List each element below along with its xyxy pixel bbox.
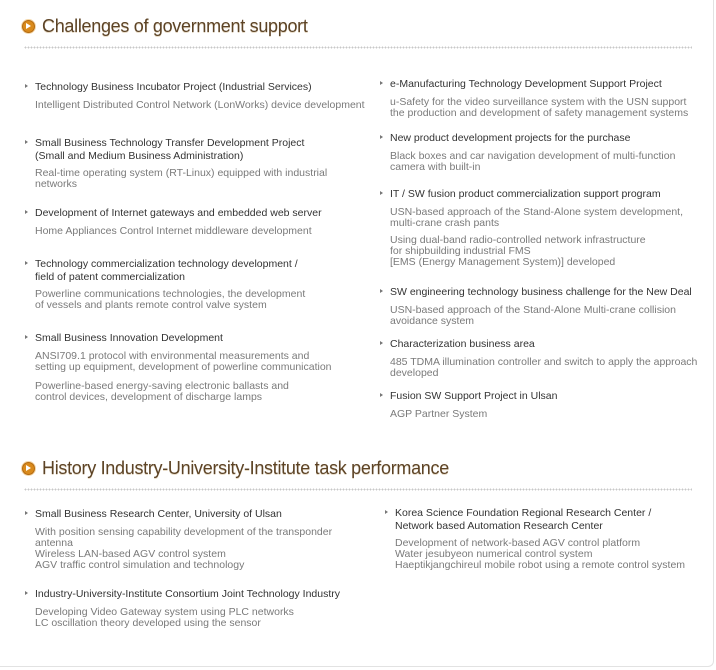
list-item [380,78,716,119]
list-item [25,207,322,237]
item-description: Powerline-based energy-saving electronic ballasts and control devices, development of discharge lamps [35,379,289,403]
list-item [25,332,332,403]
arrow-bullet-icon [22,20,35,33]
list-item [385,507,685,571]
item-heading: SW engineering technology business challenge for the New Deal [380,286,716,299]
item-description: USN-based approach of the Stand-Alone system development, multi-crane crash pants [390,205,684,229]
list-item [25,81,365,111]
item-heading: Small Business Innovation Development [25,332,332,345]
section-title-challenges [22,16,308,37]
item-heading: Technology Business Incubator Project (Industrial Services) [25,81,365,94]
item-description: Black boxes and car navigation development of multi-function camera with built-in [390,149,676,173]
list-item [25,258,305,311]
item-description: ANSI709.1 protocol with environmental measurements and setting up equipment, development of powerline communication [35,349,332,373]
dotted-divider [24,488,692,491]
dotted-divider [24,46,692,49]
item-heading: Characterization business area [380,338,716,351]
item-heading: Development of Internet gateways and embedded web server [25,207,322,220]
item-description: u-Safety for the video surveillance system with the USN support the production and development of safety management systems [390,95,689,119]
item-heading: Industry-University-Institute Consortium Joint Technology Industry [25,588,340,601]
item-heading: Korea Science Foundation Regional Research Center / Network based Automation Research Center [385,507,685,532]
list-item [380,390,716,420]
item-heading: IT / SW fusion product commercialization support program [380,188,716,201]
list-item [380,132,716,173]
list-item [380,286,716,327]
list-item [380,338,716,379]
item-description: AGP Partner System [390,407,488,420]
list-item [380,188,716,268]
item-description: With position sensing capability development of the transponder antenna Wireless LAN-based AGV control system AGV traffic control simulation and technology [35,525,333,571]
section-title-text: History Industry-University-Institute task performance [42,458,449,478]
item-description: Development of network-based AGV control platform Water jesubyeon numerical control system Haeptikjangchireul mobile robot using a remote control system [395,537,686,571]
item-heading: Technology commercialization technology development / field of patent commercialization [25,258,305,283]
arrow-bullet-icon [22,462,35,475]
item-heading: e-Manufacturing Technology Development Support Project [380,78,716,91]
item-heading: Small Business Research Center, University of Ulsan [25,508,332,521]
list-item [25,508,332,571]
section-title-history [22,458,449,479]
item-heading: New product development projects for the purchase [380,132,716,145]
item-description: Powerline communications technologies, the development of vessels and plants remote control valve system [35,288,306,311]
list-item [25,588,340,629]
item-description: Using dual-band radio-controlled network infrastructure for shipbuilding industrial FMS [EMS (Energy Management System)] developed [390,233,646,268]
section-title-text: Challenges of government support [42,16,308,36]
item-description: Intelligent Distributed Control Network (LonWorks) device development [35,98,365,111]
item-description: USN-based approach of the Stand-Alone Multi-crane collision avoidance system [390,303,676,327]
item-heading: Fusion SW Support Project in Ulsan [380,390,716,403]
list-item [25,137,327,190]
item-description: Developing Video Gateway system using PLC networks LC oscillation theory developed using the sensor [35,605,294,629]
item-description: 485 TDMA illumination controller and switch to apply the approach developed [390,356,698,379]
item-description: Home Appliances Control Internet middleware development [35,224,312,237]
item-heading: Small Business Technology Transfer Development Project (Small and Medium Business Administration) [25,137,327,162]
item-description: Real-time operating system (RT-Linux) equipped with industrial networks [35,167,328,190]
